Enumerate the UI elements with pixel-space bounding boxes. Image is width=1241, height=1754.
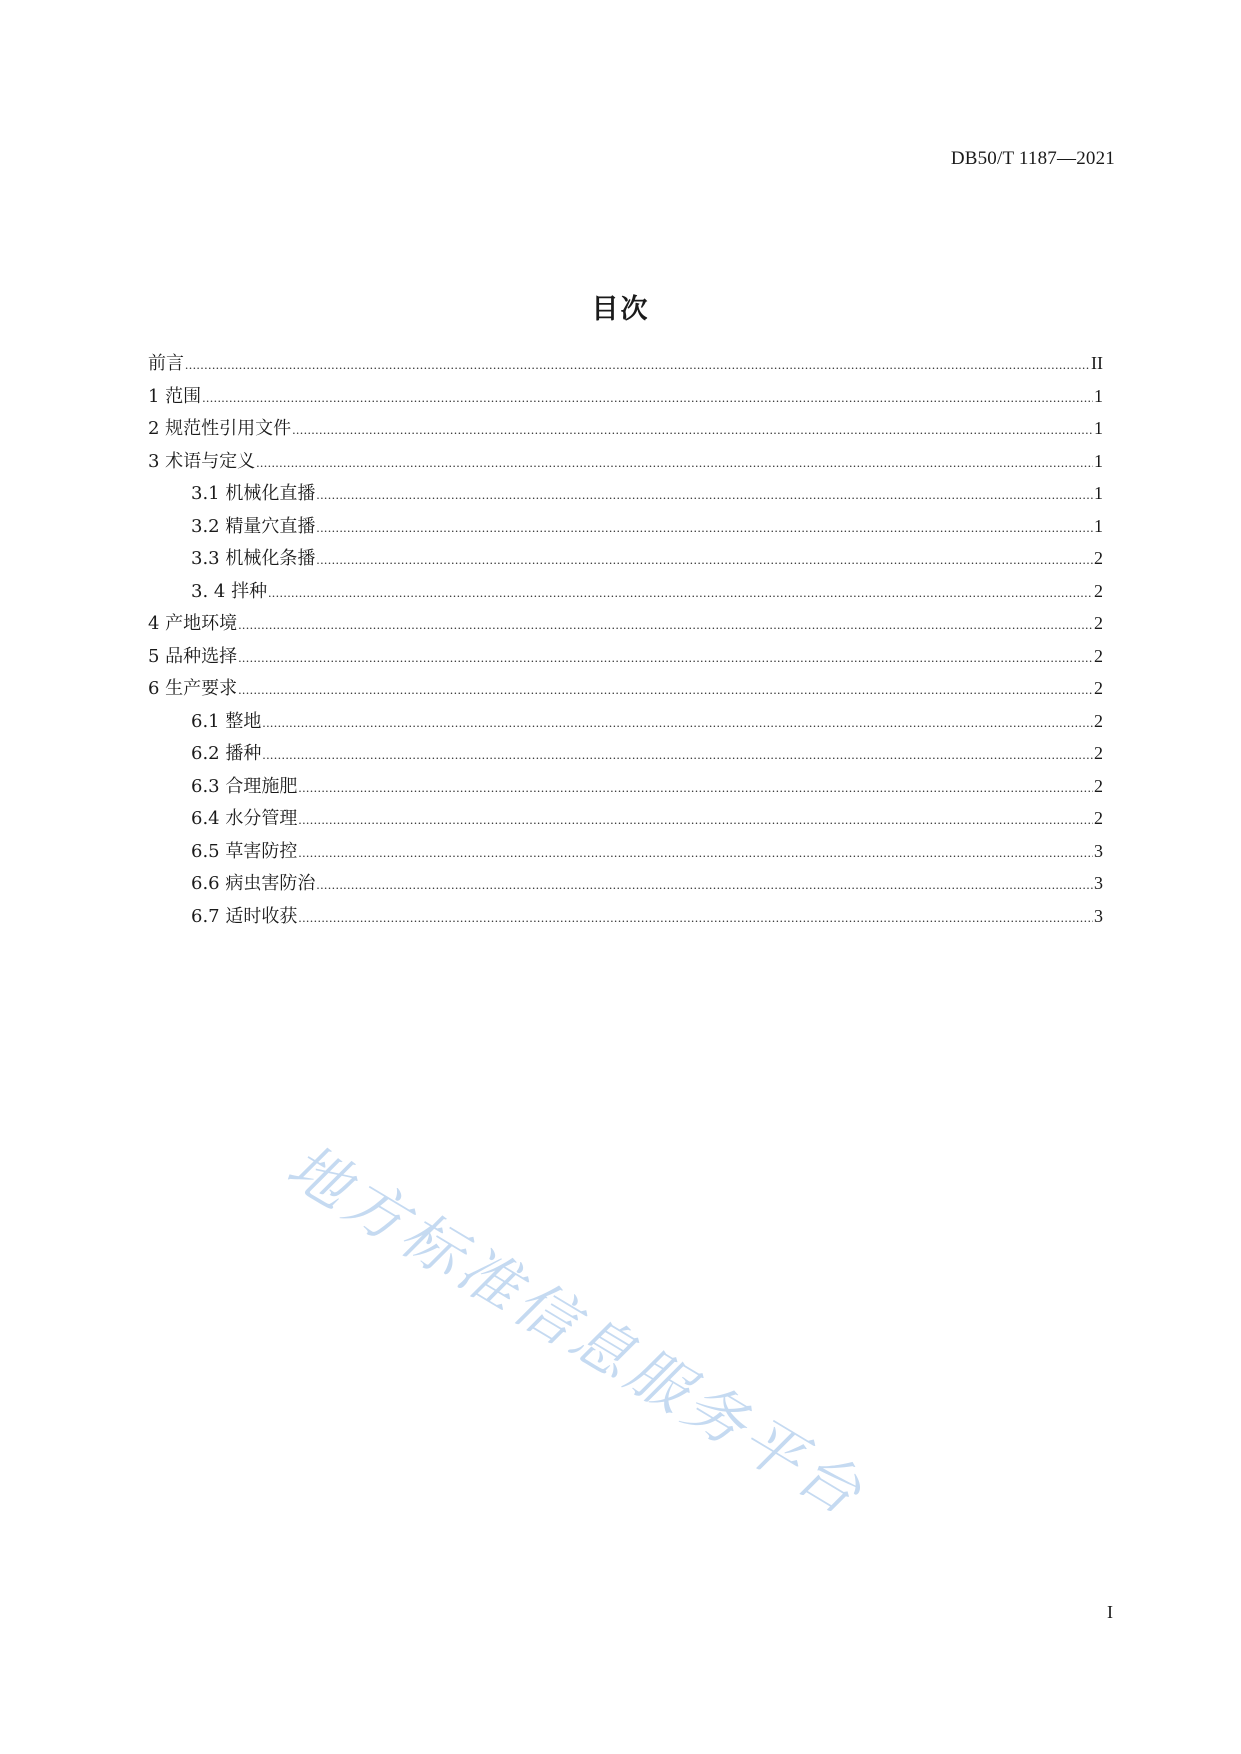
toc-entry-page: 2	[1094, 808, 1103, 828]
toc-entry-page: 3	[1094, 905, 1103, 926]
toc-leader-dots	[316, 479, 1093, 512]
toc-leader-dots	[185, 349, 1090, 382]
toc-leader-dots	[316, 869, 1093, 902]
toc-entry-label: 6.2 播种	[191, 743, 262, 764]
toc-entry-label: 6.3 合理施肥	[191, 775, 298, 797]
toc-entry[interactable]	[148, 672, 1103, 705]
toc-leader-dots	[298, 772, 1093, 805]
toc-entry-page: 1	[1094, 385, 1103, 406]
toc-entry-page: 2	[1094, 678, 1103, 698]
watermark: 地方标准信息服务平台	[275, 1131, 878, 1532]
document-code: DB50/T 1187—2021	[950, 148, 1115, 169]
toc-entry[interactable]	[148, 477, 1103, 510]
toc-leader-dots	[262, 739, 1093, 772]
toc-leader-dots	[298, 837, 1093, 870]
toc-title: 目次	[591, 294, 650, 325]
toc-entry-label: 6 生产要求	[148, 678, 238, 699]
toc-entry-page: II	[1091, 353, 1103, 373]
toc-entry[interactable]	[148, 640, 1103, 673]
toc-entry-label: 5 品种选择	[148, 645, 238, 667]
toc-entry[interactable]	[148, 867, 1103, 900]
toc-entry-page: 1	[1094, 515, 1103, 536]
toc-entry-label: 1 范围	[148, 385, 202, 407]
toc-entry[interactable]	[148, 770, 1103, 803]
toc-entry-label: 6.1 整地	[191, 710, 262, 732]
toc-entry[interactable]	[148, 412, 1103, 445]
toc-entry[interactable]	[148, 802, 1103, 835]
toc-entry-label: 3 术语与定义	[148, 450, 256, 472]
toc-entry-label: 3.1 机械化直播	[191, 483, 316, 504]
toc-entry-page: 2	[1094, 645, 1103, 666]
toc-entry[interactable]	[148, 347, 1103, 380]
toc-leader-dots	[298, 804, 1093, 837]
toc-leader-dots	[268, 577, 1093, 610]
toc-entry[interactable]	[148, 542, 1103, 575]
toc-entry-label: 3.2 精量穴直播	[191, 515, 316, 537]
toc-entry-page: 2	[1094, 613, 1103, 633]
toc-entry[interactable]	[148, 705, 1103, 738]
table-of-contents	[148, 347, 1103, 932]
toc-entry[interactable]	[148, 835, 1103, 868]
page-number: I	[1107, 1602, 1113, 1622]
toc-entry-label: 3. 4 拌种	[191, 580, 268, 602]
toc-entry-page: 2	[1094, 548, 1103, 568]
toc-leader-dots	[298, 902, 1093, 935]
toc-entry-label: 前言	[148, 353, 184, 374]
toc-entry-page: 3	[1094, 873, 1103, 893]
toc-entry[interactable]	[148, 445, 1103, 478]
toc-entry-label: 3.3 机械化条播	[191, 548, 316, 569]
toc-leader-dots	[238, 674, 1093, 707]
toc-leader-dots	[316, 512, 1093, 545]
toc-entry-label: 4 产地环境	[148, 613, 238, 634]
toc-entry-label: 6.7 适时收获	[191, 905, 298, 927]
toc-leader-dots	[262, 707, 1093, 740]
toc-entry-label: 6.5 草害防控	[191, 840, 298, 862]
toc-entry-page: 2	[1094, 743, 1103, 763]
toc-entry-label: 2 规范性引用文件	[148, 418, 292, 439]
toc-entry[interactable]	[148, 737, 1103, 770]
toc-entry[interactable]	[148, 510, 1103, 543]
toc-leader-dots	[316, 544, 1093, 577]
toc-leader-dots	[292, 414, 1093, 447]
toc-entry-page: 2	[1094, 580, 1103, 601]
toc-entry-page: 1	[1094, 483, 1103, 503]
toc-entry-page: 2	[1094, 710, 1103, 731]
toc-entry[interactable]	[148, 575, 1103, 608]
toc-entry[interactable]	[148, 380, 1103, 413]
toc-entry-page: 2	[1094, 775, 1103, 796]
toc-leader-dots	[238, 609, 1093, 642]
toc-entry[interactable]	[148, 607, 1103, 640]
toc-leader-dots	[238, 642, 1093, 675]
toc-leader-dots	[202, 382, 1093, 415]
toc-entry-page: 1	[1094, 450, 1103, 471]
toc-entry-page: 3	[1094, 840, 1103, 861]
toc-entry-label: 6.6 病虫害防治	[191, 873, 316, 894]
toc-leader-dots	[256, 447, 1093, 480]
toc-entry-page: 1	[1094, 418, 1103, 438]
toc-entry-label: 6.4 水分管理	[191, 808, 298, 829]
toc-entry[interactable]	[148, 900, 1103, 933]
